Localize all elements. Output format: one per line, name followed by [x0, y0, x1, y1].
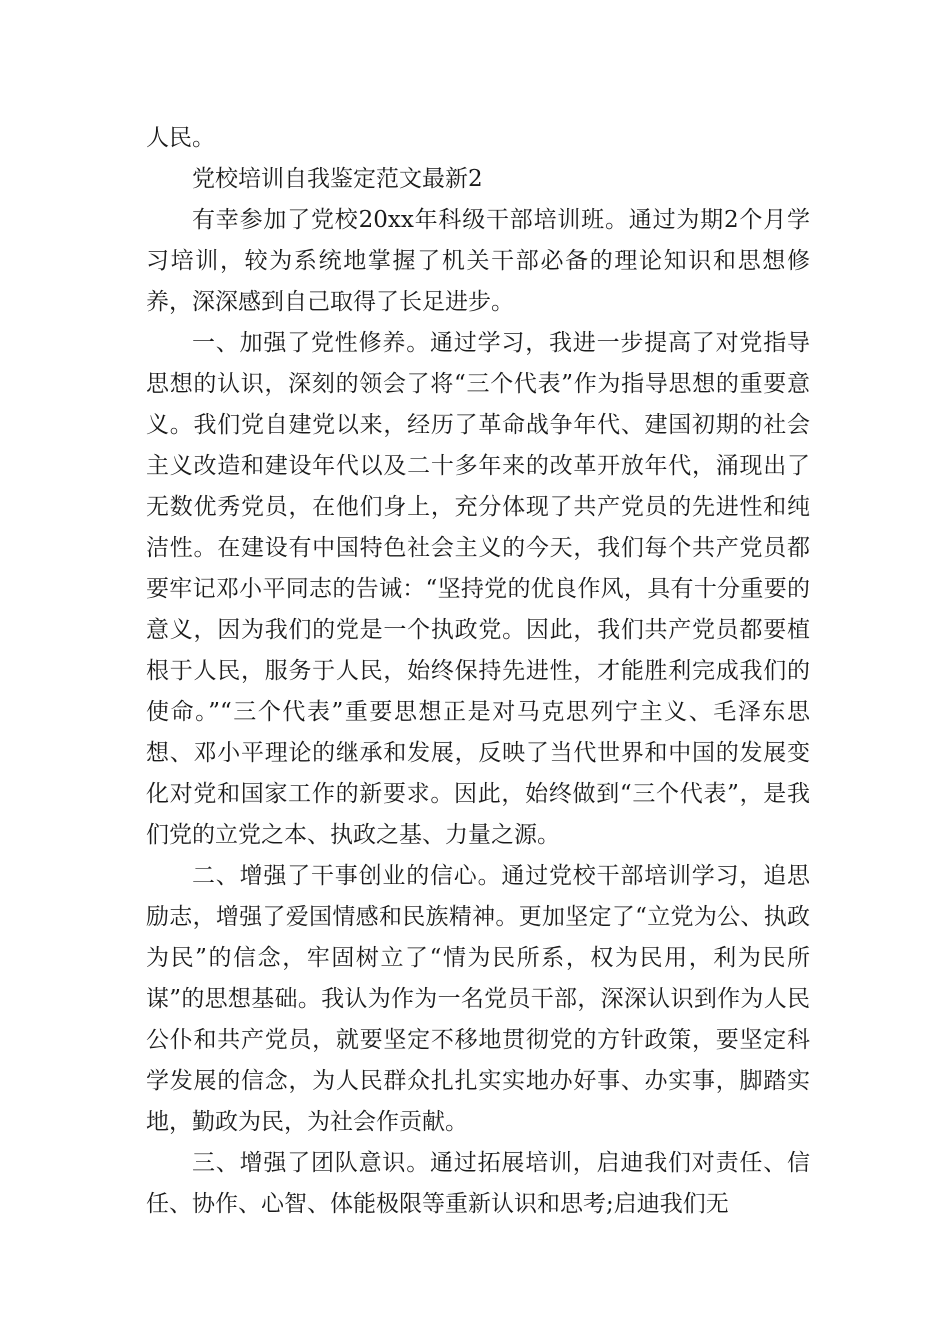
document-body [146, 118, 810, 1225]
section-heading: 党校培训自我鉴定范文最新2 [192, 166, 483, 192]
paragraph-confidence: 二、增强了干事创业的信心。通过党校干部培训学习，追思励志，增强了爱国情感和民族精神。更加坚定了“立党为公、执政为民”的信念，牢固树立了“情为民所系，权为民用，利为民所谋”的思想基础。我认为作为一名党员干部，深深认识到作为人民公仆和共产党员，就要坚定不移地贯彻党的方针政策，要坚定科学发展的信念，为人民群众扎扎实实地办好事、办实事，脚踏实地，勤政为民，为社会作贡献。 [146, 863, 810, 1135]
paragraph-party-spirit: 一、加强了党性修养。通过学习，我进一步提高了对党指导思想的认识，深刻的领会了将“三个代表”作为指导思想的重要意义。我们党自建党以来，经历了革命战争年代、建国初期的社会主义改造和建设年代以及二十多年来的改革开放年代，涌现出了无数优秀党员，在他们身上，充分体现了共产党员的先进性和纯洁性。在建设有中国特色社会主义的今天，我们每个共产党员都要牢记邓小平同志的告诫：“坚持党的优良作风，具有十分重要的意义，因为我们的党是一个执政党。因此，我们共产党员都要植根于人民，服务于人民，始终保持先进性，才能胜利完成我们的使命。”“三个代表”重要思想正是对马克思列宁主义、毛泽东思想、邓小平理论的继承和发展，反映了当代世界和中国的发展变化对党和国家工作的新要求。因此，始终做到“三个代表”，是我们党的立党之本、执政之基、力量之源。 [146, 330, 810, 848]
paragraph-intro: 有幸参加了党校20xx年科级干部培训班。通过为期2个月学习培训，较为系统地掌握了机关干部必备的理论知识和思想修养，深深感到自己取得了长足进步。 [146, 207, 810, 315]
continuation-text: 人民。 [146, 125, 215, 151]
paragraph-teamwork: 三、增强了团队意识。通过拓展培训，启迪我们对责任、信任、协作、心智、体能极限等重新认识和思考;启迪我们无 [146, 1150, 810, 1217]
